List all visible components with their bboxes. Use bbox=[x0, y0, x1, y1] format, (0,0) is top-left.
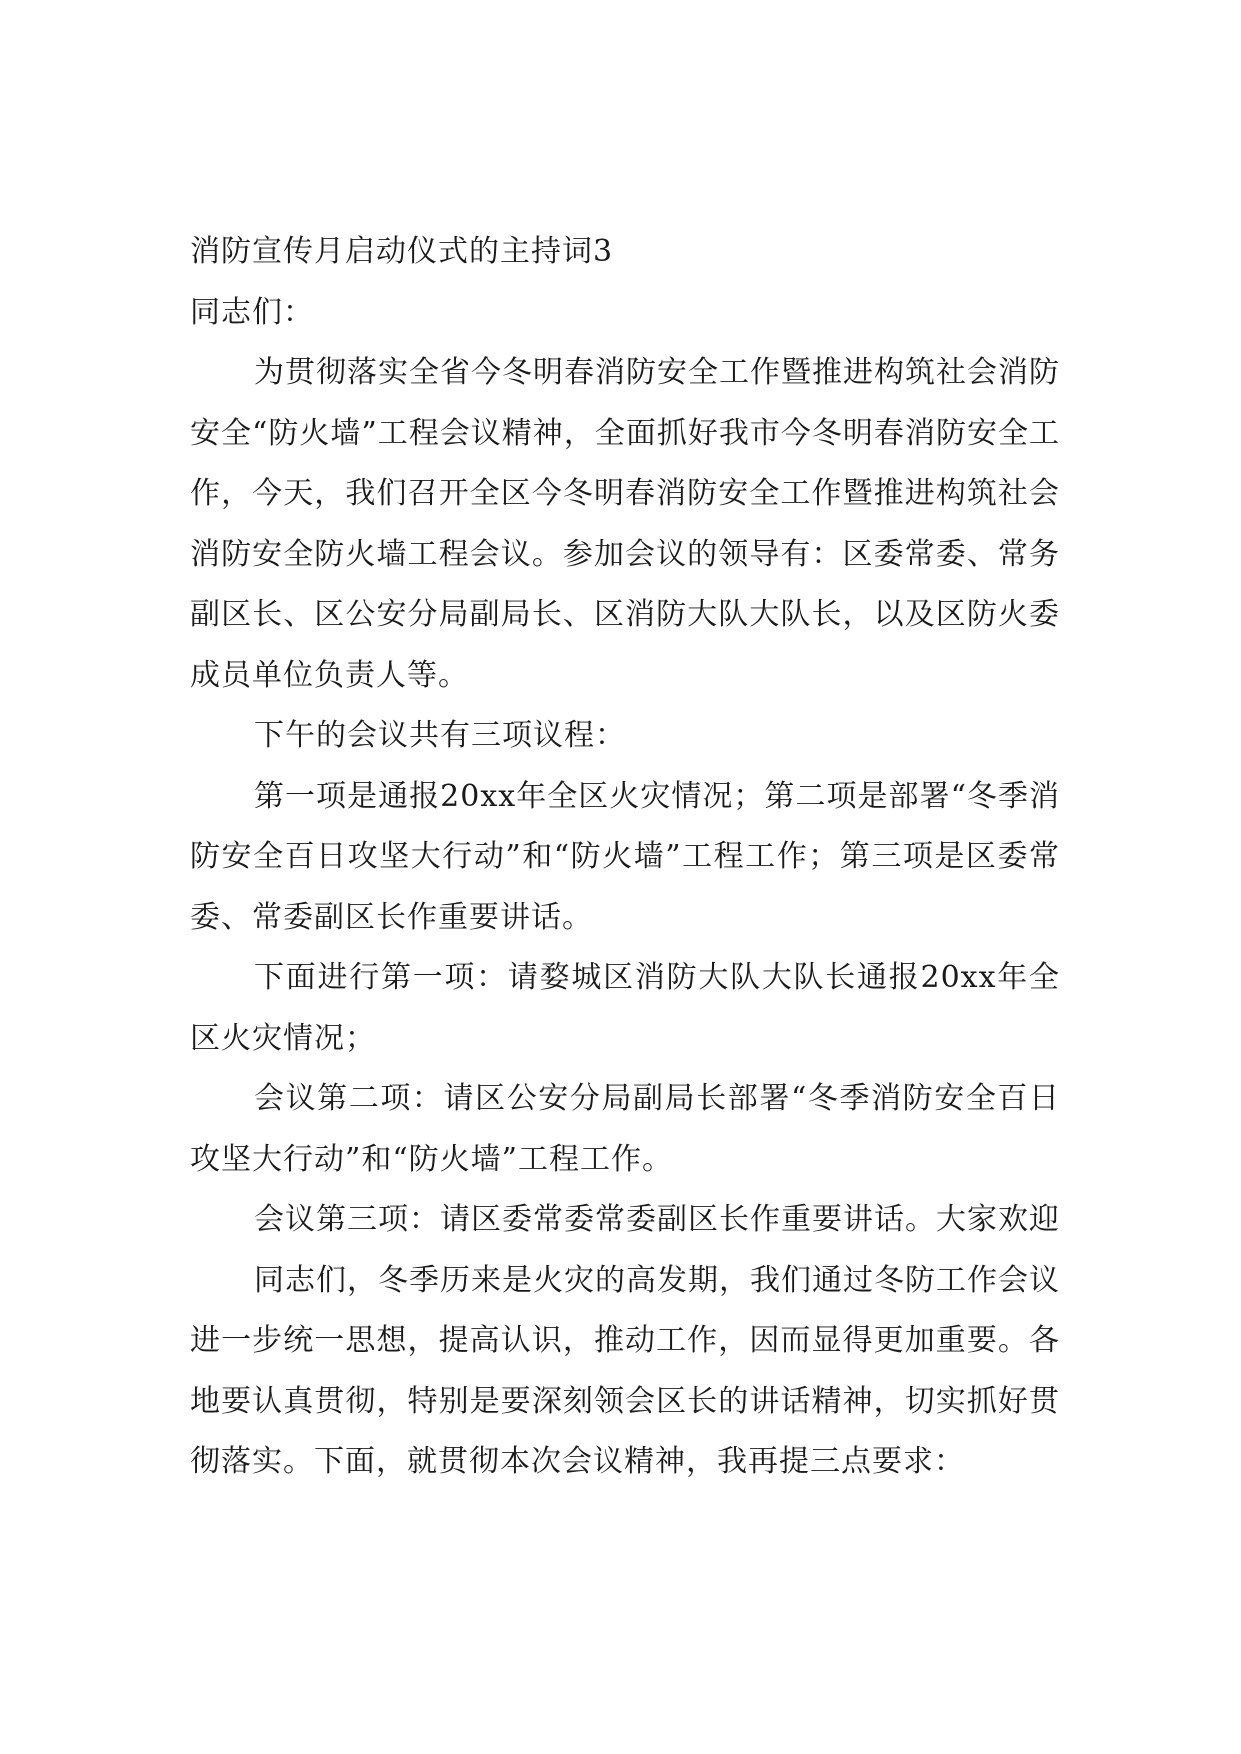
paragraph-item-one: 下面进行第一项：请婺城区消防大队大队长通报20xx年全区火灾情况； bbox=[190, 960, 1060, 1056]
paragraph-item-three: 会议第三项：请区委常委常委副区长作重要讲话。大家欢迎 bbox=[254, 1202, 1060, 1237]
paragraph-opening: 为贯彻落实全省今冬明春消防安全工作暨推进构筑社会消防安全“防火墙”工程会议精神，全面抓好我市今冬明春消防安全工作，今天，我们召开全区今冬明春消防安全工作暨推进构筑社会消防安全防火墙工程会议。参加会议的领导有：区委常委、常务副区长、区公安分局副局长、区消防大队大队长，以及区防火委成员单位负责人等。 bbox=[190, 355, 1060, 693]
salutation: 同志们： bbox=[190, 294, 314, 330]
paragraph-agenda-intro: 下午的会议共有三项议程： bbox=[254, 718, 626, 753]
paragraph-agenda-items: 第一项是通报20xx年全区火灾情况；第二项是部署“冬季消防安全百日攻坚大行动”和“防火墙”工程工作；第三项是区委常委、常委副区长作重要讲话。 bbox=[190, 778, 1060, 935]
document-title: 消防宣传月启动仪式的主持词3 bbox=[190, 234, 614, 269]
paragraph-closing: 同志们，冬季历来是火灾的高发期，我们通过冬防工作会议进一步统一思想，提高认识，推动工作，因而显得更加重要。各地要认真贯彻，特别是要深刻领会区长的讲话精神，切实抓好贯彻落实。下面，就贯彻本次会议精神，我再提三点要求： bbox=[190, 1262, 1060, 1479]
document-body bbox=[190, 222, 1060, 1493]
paragraph-item-two: 会议第二项：请区公安分局副局长部署“冬季消防安全百日攻坚大行动”和“防火墙”工程工作。 bbox=[190, 1081, 1060, 1177]
